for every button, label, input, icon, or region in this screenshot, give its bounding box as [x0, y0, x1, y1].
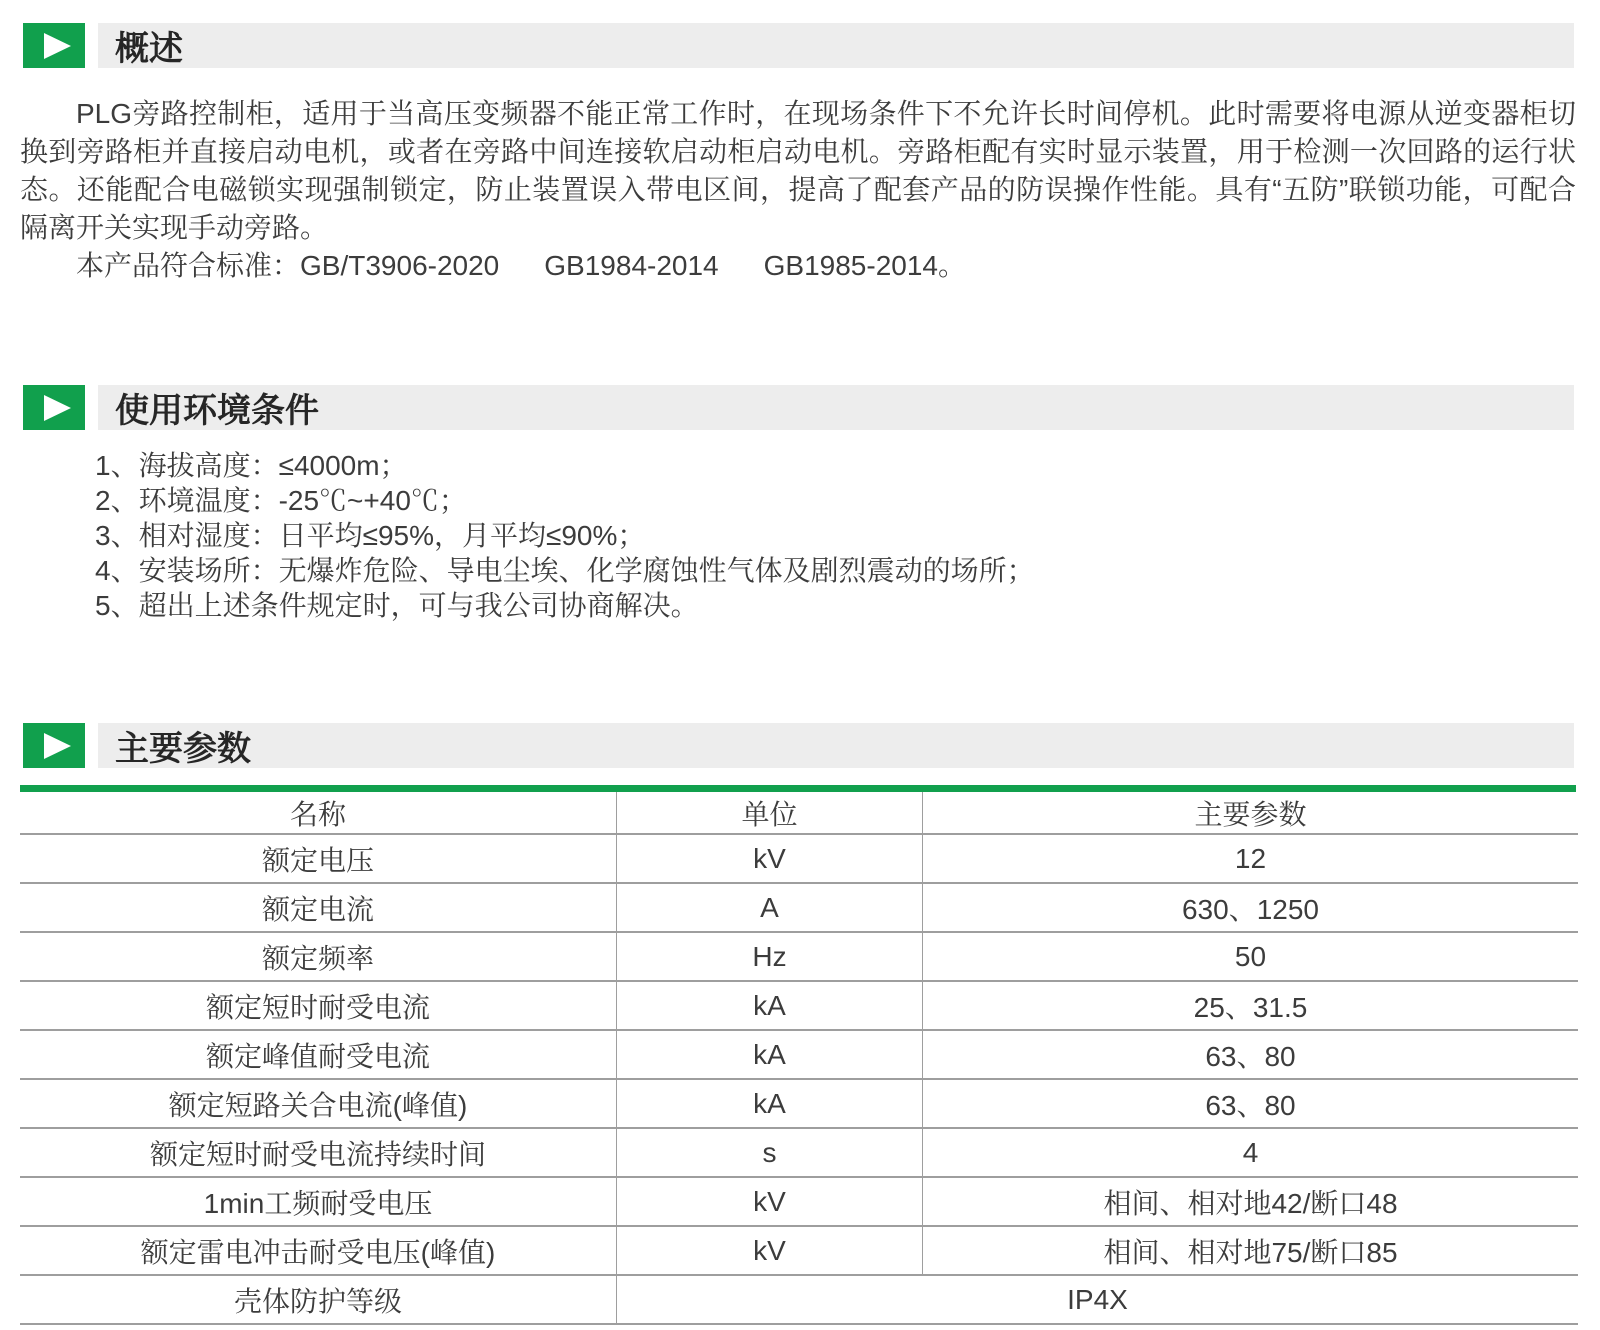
table-row-merged: [20, 1275, 1578, 1324]
param-unit-cell: kV: [617, 834, 923, 883]
list-item: 4、安装场所：无爆炸危险、导电尘埃、化学腐蚀性气体及剧烈震动的场所；: [95, 555, 1035, 586]
param-unit-cell: kV: [617, 1177, 923, 1226]
overview-body: [20, 95, 1576, 285]
right-triangle-icon: [44, 395, 71, 421]
param-name-cell: 额定电压: [20, 834, 617, 883]
param-name-cell: 额定雷电冲击耐受电压(峰值): [20, 1226, 617, 1275]
param-unit-cell: Hz: [617, 932, 923, 981]
standard-item: GB1984-2014: [544, 250, 719, 281]
param-name-cell: 1min工频耐受电压: [20, 1177, 617, 1226]
right-triangle-icon: [44, 733, 71, 759]
table-row: [20, 1177, 1578, 1226]
list-item: 5、超出上述条件规定时，可与我公司协商解决。: [95, 590, 699, 621]
header-name: 名称: [20, 792, 617, 834]
param-name-cell: 额定峰值耐受电流: [20, 1030, 617, 1079]
section-arrow-icon: [23, 23, 85, 68]
param-value-cell: 相间、相对地75/断口85: [923, 1226, 1579, 1275]
table-row: [20, 981, 1578, 1030]
section-header-environment: [23, 385, 1574, 430]
table-row: [20, 1030, 1578, 1079]
right-triangle-icon: [44, 33, 71, 59]
standard-item: GB/T3906-2020: [300, 250, 500, 281]
standards-label: 本产品符合标准：: [76, 250, 301, 281]
section-title-parameters: 主要参数: [98, 723, 1574, 768]
param-name-cell: 额定短路关合电流(峰值): [20, 1079, 617, 1128]
section-title-overview: 概述: [98, 23, 1574, 68]
table-row: [20, 883, 1578, 932]
param-unit-cell: kA: [617, 981, 923, 1030]
param-name-cell: 额定电流: [20, 883, 617, 932]
list-item: 2、环境温度：-25℃~+40℃；: [95, 485, 467, 516]
list-item: 3、相对湿度：日平均≤95%，月平均≤90%；: [95, 520, 646, 551]
param-value-cell: 4: [923, 1128, 1579, 1177]
param-value-cell: 相间、相对地42/断口48: [923, 1177, 1579, 1226]
param-name-cell: 壳体防护等级: [20, 1275, 617, 1324]
param-name-cell: 额定短时耐受电流持续时间: [20, 1128, 617, 1177]
list-item: 1、海拔高度：≤4000m；: [95, 450, 408, 481]
param-value-cell: 63、80: [923, 1079, 1579, 1128]
standard-item: GB1985-2014。: [763, 250, 966, 281]
param-unit-cell: kA: [617, 1079, 923, 1128]
param-name-cell: 额定短时耐受电流: [20, 981, 617, 1030]
param-value-cell: 25、31.5: [923, 981, 1579, 1030]
table-accent-bar: [20, 785, 1576, 792]
parameters-table: [20, 785, 1576, 1325]
header-value: 主要参数: [923, 792, 1579, 834]
environment-conditions-list: [95, 448, 1555, 623]
param-unit-cell: s: [617, 1128, 923, 1177]
section-arrow-icon: [23, 723, 85, 768]
table-row: [20, 834, 1578, 883]
section-title-environment: 使用环境条件: [98, 385, 1574, 430]
param-unit-cell: kV: [617, 1226, 923, 1275]
param-unit-cell: kA: [617, 1030, 923, 1079]
table-row: [20, 1128, 1578, 1177]
standards-line: [20, 247, 1576, 285]
param-unit-cell: A: [617, 883, 923, 932]
param-value-cell: 50: [923, 932, 1579, 981]
header-unit: 单位: [617, 792, 923, 834]
param-value-cell: 63、80: [923, 1030, 1579, 1079]
param-name-cell: 额定频率: [20, 932, 617, 981]
param-value-cell: 12: [923, 834, 1579, 883]
section-header-parameters: [23, 723, 1574, 768]
table-row: [20, 1079, 1578, 1128]
section-arrow-icon: [23, 385, 85, 430]
overview-paragraph: PLG旁路控制柜，适用于当高压变频器不能正常工作时，在现场条件下不允许长时间停机。此时需要将电源从逆变器柜切换到旁路柜并直接启动电机，或者在旁路中间连接软启动柜启动电机。旁路柜配有实时显示装置，用于检测一次回路的运行状态。还能配合电磁锁实现强制锁定，防止装置误入带电区间，提高了配套产品的防误操作性能。具有“五防”联锁功能，可配合隔离开关实现手动旁路。: [20, 98, 1576, 243]
param-value-cell: 630、1250: [923, 883, 1579, 932]
section-header-overview: [23, 23, 1574, 68]
table-row: [20, 1226, 1578, 1275]
table-header-row: [20, 792, 1578, 834]
table-row: [20, 932, 1578, 981]
param-value-cell-merged: IP4X: [617, 1275, 1579, 1324]
